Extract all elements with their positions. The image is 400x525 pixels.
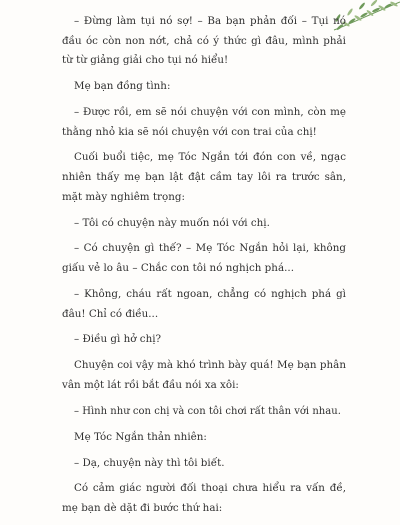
paragraph: Chuyện coi vậy mà khó trình bày quá! Mẹ bạn phân vân một lát rồi bắt đầu nói xa xôi:	[62, 359, 346, 391]
paragraph: Mẹ bạn đồng tình:	[74, 80, 171, 93]
paragraph: – Dạ, chuyện này thì tôi biết.	[74, 456, 225, 469]
paragraph: Có cảm giác người đối thoại chưa hiểu ra vấn đề, mẹ bạn dè dặt đi bước thứ hai:	[62, 482, 346, 515]
paragraph: Mẹ Tóc Ngắn thản nhiên:	[74, 430, 207, 443]
paragraph: – Không, cháu rất ngoan, chẳng có nghịch phá gì đâu! Chỉ có điều...	[62, 287, 346, 320]
paragraph: – Hình như con chị và con tôi chơi rất thân với nhau.	[74, 405, 341, 417]
paragraph: – Tôi có chuyện này muốn nói với chị.	[74, 216, 270, 229]
paragraph: – Được rồi, em sẽ nói chuyện với con mình, còn mẹ thằng nhỏ kia sẽ nói chuyện với con trai của chị!	[62, 105, 346, 138]
page-body	[62, 12, 346, 525]
paragraph: – Điều gì hở chị?	[74, 333, 162, 346]
paragraph: – Có chuyện gì thế? – Mẹ Tóc Ngắn hỏi lại, không giấu vẻ lo âu – Chắc con tôi nó nghịch phá...	[62, 242, 346, 275]
paragraph: Cuối buổi tiệc, mẹ Tóc Ngắn tới đón con về, ngạc nhiên thấy mẹ bạn lật đật cầm tay lôi ra trước sân, mặt mày nghiêm trọng:	[62, 151, 346, 203]
paragraph: – Đừng làm tụi nó sợ! – Ba bạn phản đối – Tụi nó đầu óc còn non nớt, chả có ý thức gì đâu, mình phải từ từ giảng giải cho tụi nó hiểu!	[62, 15, 346, 67]
